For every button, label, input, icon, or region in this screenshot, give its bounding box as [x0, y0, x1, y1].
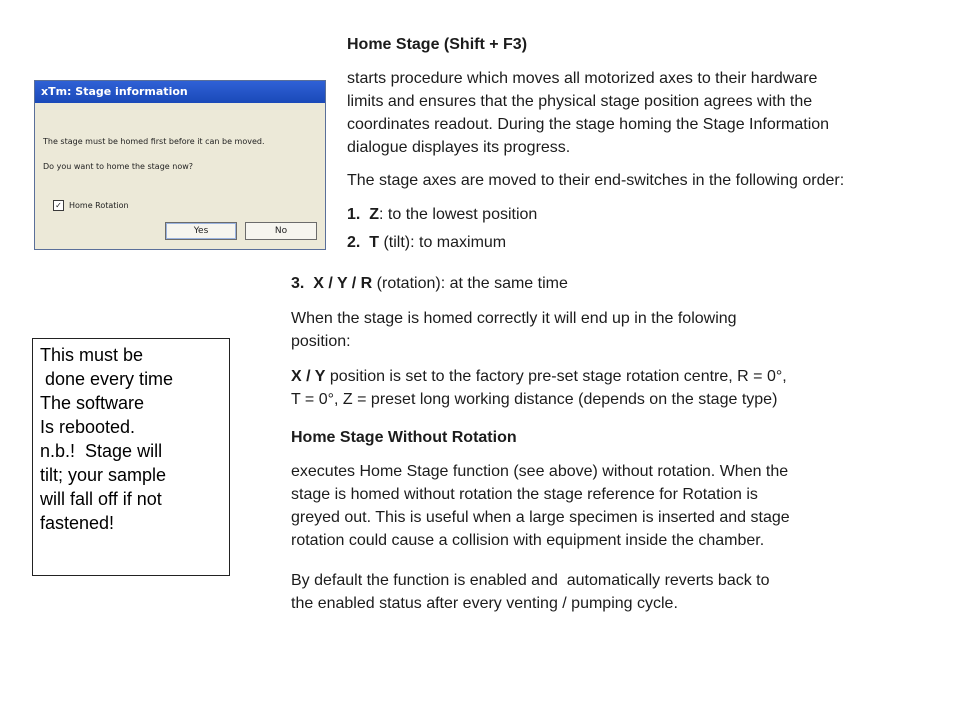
note-line-7: will fall off if not	[40, 489, 162, 509]
step-3-number: 3.	[291, 275, 305, 292]
para-homed-line-2: position:	[291, 333, 351, 350]
step-1-text: : to the lowest position	[379, 206, 538, 223]
para-position-line-2: T = 0°, Z = preset long working distance (depends on the stage type)	[291, 391, 778, 408]
para-home-line-4: dialogue displayes its progress.	[347, 139, 571, 156]
heading-home-without-rotation: Home Stage Without Rotation	[291, 429, 517, 446]
home-rotation-label: Home Rotation	[69, 201, 129, 210]
para-home-line-1: starts procedure which moves all motorized axes to their hardware	[347, 70, 818, 87]
step-2-text: (tilt): to maximum	[379, 234, 507, 251]
home-rotation-row[interactable]	[53, 200, 129, 211]
para-norot-line-4: rotation could cause a collision with equipment inside the chamber.	[291, 532, 765, 549]
dialog-message-homed-first: The stage must be homed first before it can be moved.	[43, 137, 265, 146]
para-norot-line-2: stage is homed without rotation the stage reference for Rotation is	[291, 486, 758, 503]
para-default-line-2: the enabled status after every venting / pumping cycle.	[291, 595, 678, 612]
step-1-number: 1.	[347, 206, 361, 223]
note-line-8: fastened!	[40, 513, 115, 533]
note-line-5: n.b.! Stage will	[40, 441, 163, 461]
note-line-4: Is rebooted.	[40, 417, 136, 437]
para-home-line-2: limits and ensures that the physical stage position agrees with the	[347, 93, 813, 110]
dialog-message-question: Do you want to home the stage now?	[43, 162, 194, 171]
para-home-line-3: coordinates readout. During the stage homing the Stage Information	[347, 116, 830, 133]
step-2-number: 2.	[347, 234, 361, 251]
position-key: X / Y	[291, 368, 326, 385]
step-2	[347, 232, 506, 254]
para-norot-line-3: greyed out. This is useful when a large specimen is inserted and stage	[291, 509, 790, 526]
yes-button[interactable]: Yes	[165, 222, 237, 240]
para-position-line-1	[291, 366, 787, 388]
step-3	[291, 273, 568, 295]
home-rotation-checkbox[interactable]: ✓	[53, 200, 64, 211]
position-text: position is set to the factory pre-set stage rotation centre, R = 0°,	[325, 368, 787, 385]
heading-home-stage: Home Stage (Shift + F3)	[347, 36, 528, 53]
step-3-text: (rotation): at the same time	[372, 275, 568, 292]
note-line-2: done every time	[40, 369, 174, 389]
note-line-1: This must be	[40, 345, 144, 365]
para-default-line-1: By default the function is enabled and automatically reverts back to	[291, 572, 770, 589]
step-3-key: X / Y / R	[313, 275, 373, 292]
note-line-3: The software	[40, 393, 145, 413]
step-1	[347, 204, 537, 226]
no-button[interactable]: No	[245, 222, 317, 240]
para-homed-line-1: When the stage is homed correctly it will end up in the folowing	[291, 310, 737, 327]
dialog-title-bar: xTm: Stage information	[35, 81, 325, 103]
annotation-note-box	[32, 338, 230, 576]
step-2-key: T	[369, 234, 380, 251]
para-order: The stage axes are moved to their end-switches in the following order:	[347, 172, 845, 189]
stage-information-dialog	[34, 80, 326, 250]
step-1-key: Z	[369, 206, 380, 223]
note-line-6: tilt; your sample	[40, 465, 167, 485]
para-norot-line-1: executes Home Stage function (see above) without rotation. When the	[291, 463, 789, 480]
